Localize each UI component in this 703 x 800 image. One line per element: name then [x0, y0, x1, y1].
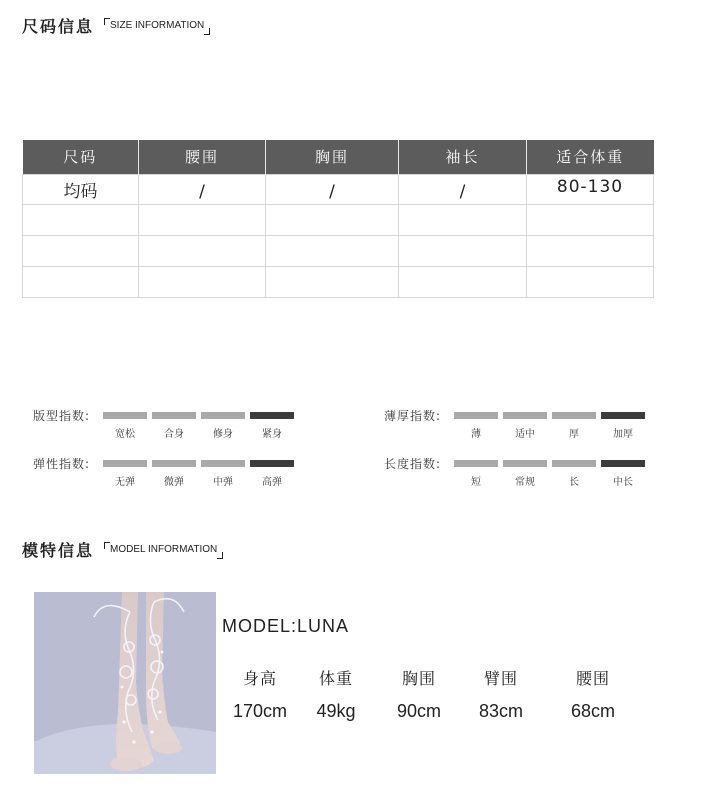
thickness-option-selected: [601, 412, 645, 440]
header-waist: 腰围: [139, 140, 266, 174]
size-section-heading: [22, 14, 210, 37]
elasticity-index-label: 弹性指数:: [33, 457, 91, 471]
table-cell: 均码: [23, 174, 139, 204]
size-section-title: 尺码信息: [22, 17, 95, 36]
fit-option: [103, 412, 147, 440]
index-option-label: 中长: [613, 477, 633, 488]
index-bar-active: [601, 412, 645, 419]
elasticity-option: [152, 460, 196, 488]
model-stat-waist: [536, 666, 650, 722]
header-weight: 适合体重: [527, 140, 654, 174]
table-cell: [399, 204, 527, 235]
elasticity-option: [201, 460, 245, 488]
index-option-label: 宽松: [115, 429, 135, 440]
index-bar-active: [601, 460, 645, 467]
index-option-label: 厚: [569, 429, 579, 440]
header-size: 尺码: [23, 140, 139, 174]
size-section-subtitle: SIZE INFORMATION: [104, 18, 210, 33]
model-section-subtitle: MODEL INFORMATION: [104, 542, 223, 557]
index-option-label: 适中: [515, 429, 535, 440]
table-row: [23, 235, 654, 266]
length-index: [384, 457, 645, 488]
index-bar: [552, 460, 596, 467]
model-stat-weight: [300, 666, 372, 722]
table-cell: [399, 266, 527, 297]
index-option-label: 加厚: [613, 429, 633, 440]
model-stat-chest: [372, 666, 466, 722]
index-option-label: 中弹: [213, 477, 233, 488]
index-option-label: 紧身: [262, 429, 282, 440]
table-cell: [23, 235, 139, 266]
length-option: [552, 460, 596, 488]
index-bar: [103, 460, 147, 467]
index-option-label: 修身: [213, 429, 233, 440]
length-option-selected: [601, 460, 645, 488]
table-cell: [266, 266, 399, 297]
table-row: [23, 204, 654, 235]
table-cell: [527, 235, 654, 266]
table-cell: /: [139, 174, 266, 204]
stat-label: 臂围: [483, 669, 518, 688]
index-option-label: 薄: [471, 429, 481, 440]
fit-option: [152, 412, 196, 440]
thickness-index: [384, 409, 645, 440]
index-option-label: 常规: [515, 477, 535, 488]
elasticity-option-selected: [250, 460, 294, 488]
length-option: [454, 460, 498, 488]
length-option: [503, 460, 547, 488]
thickness-option: [454, 412, 498, 440]
elasticity-option: [103, 460, 147, 488]
model-photo: [34, 592, 216, 774]
table-cell: [139, 204, 266, 235]
fit-index-label: 版型指数:: [33, 409, 91, 423]
table-cell: [399, 235, 527, 266]
index-bar: [201, 460, 245, 467]
table-cell: [139, 235, 266, 266]
table-cell: [527, 204, 654, 235]
index-bar: [201, 412, 245, 419]
index-option-label: 微弹: [164, 477, 184, 488]
model-name: MODEL:LUNA: [222, 616, 350, 636]
index-option-label: 无弹: [115, 477, 135, 488]
index-bar-active: [250, 460, 294, 467]
table-row: [23, 266, 654, 297]
model-stats: [220, 666, 650, 722]
length-index-label: 长度指数:: [384, 457, 442, 471]
header-sleeve: 袖长: [399, 140, 527, 174]
index-bar: [152, 460, 196, 467]
table-cell: 80-130: [527, 174, 654, 204]
table-cell: [266, 204, 399, 235]
stat-value: 90cm: [396, 701, 441, 721]
table-cell: [266, 235, 399, 266]
thickness-option: [503, 412, 547, 440]
stat-value: 83cm: [478, 701, 523, 721]
fit-option: [201, 412, 245, 440]
table-cell: [527, 266, 654, 297]
stat-label: 胸围: [401, 669, 436, 688]
table-cell: [139, 266, 266, 297]
stat-label: 体重: [318, 669, 353, 688]
table-cell: /: [266, 174, 399, 204]
index-bar: [454, 460, 498, 467]
fit-option-selected: [250, 412, 294, 440]
stat-value: 68cm: [570, 701, 615, 721]
stat-label: 腰围: [575, 669, 610, 688]
stat-value: 170cm: [232, 701, 288, 721]
table-cell: [23, 266, 139, 297]
table-row: [23, 174, 654, 204]
header-chest: 胸围: [266, 140, 399, 174]
lace-anklet-image: [34, 592, 216, 774]
index-option-label: 短: [471, 477, 481, 488]
index-bar: [103, 412, 147, 419]
model-stat-arm: [466, 666, 536, 722]
index-bar: [552, 412, 596, 419]
table-cell: [23, 204, 139, 235]
size-table-header-row: [23, 140, 654, 174]
index-bar: [503, 412, 547, 419]
size-table: [22, 140, 654, 298]
stat-label: 身高: [242, 669, 277, 688]
model-section-heading: [22, 538, 223, 561]
model-section-title: 模特信息: [22, 541, 95, 560]
table-cell: /: [399, 174, 527, 204]
fit-index: [33, 409, 294, 440]
stat-value: 49kg: [316, 701, 356, 721]
thickness-index-label: 薄厚指数:: [384, 409, 442, 423]
elasticity-index: [33, 457, 294, 488]
index-bar-active: [250, 412, 294, 419]
index-bar: [152, 412, 196, 419]
index-option-label: 高弹: [262, 477, 282, 488]
index-bar: [454, 412, 498, 419]
index-bar: [503, 460, 547, 467]
thickness-option: [552, 412, 596, 440]
index-option-label: 长: [569, 477, 579, 488]
index-option-label: 合身: [164, 429, 184, 440]
model-stat-height: [220, 666, 300, 722]
